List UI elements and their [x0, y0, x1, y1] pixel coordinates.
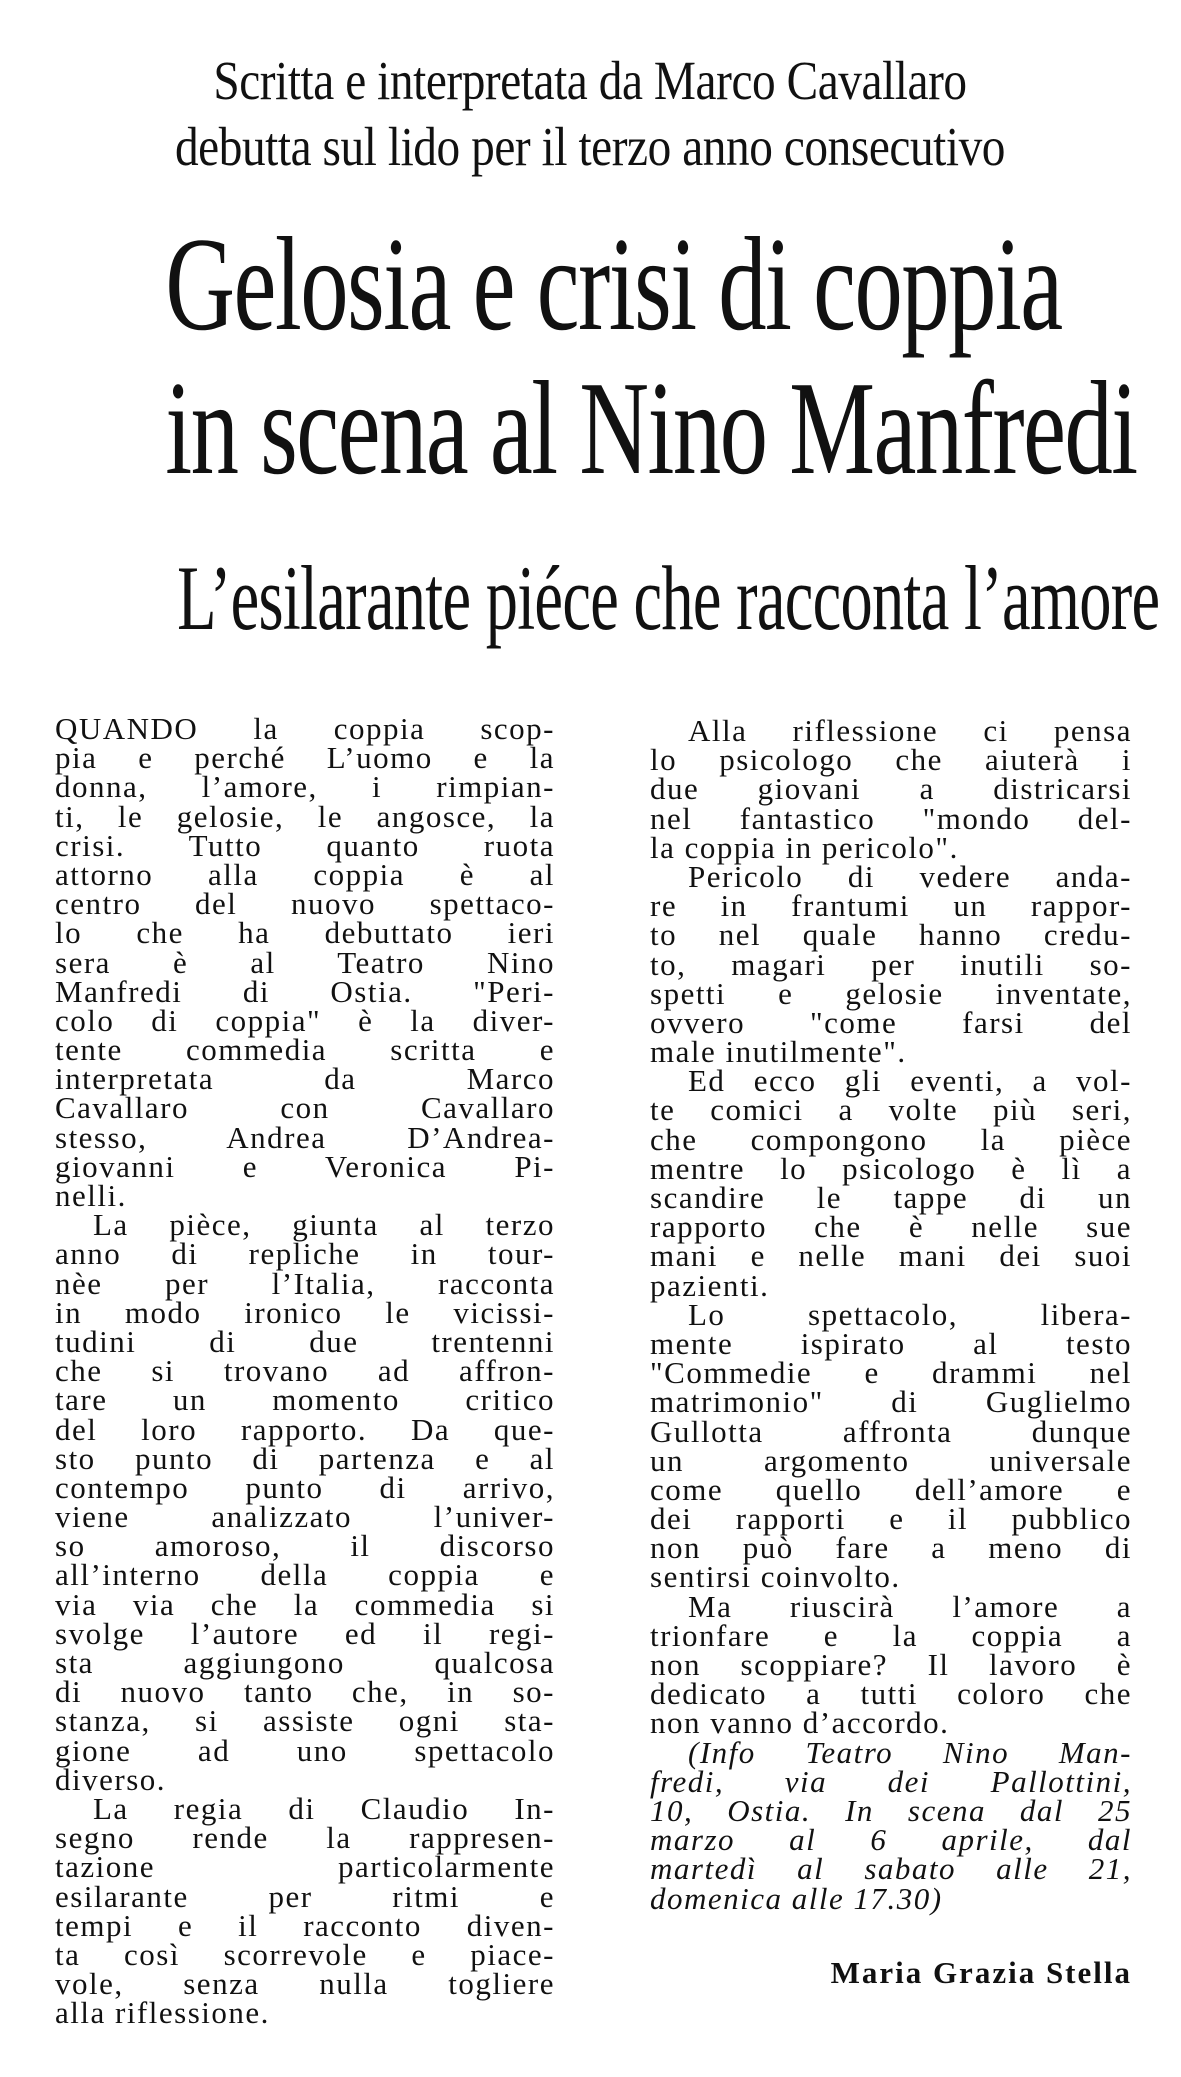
text-line: nèe per l’Italia, racconta: [55, 1265, 555, 1301]
text-line: mente ispirato al testo: [650, 1325, 1132, 1361]
text-line: lo psicologo che aiuterà i: [650, 742, 1132, 778]
text-line: pazienti.: [650, 1267, 770, 1303]
text-line: Cavallaro con Cavallaro: [55, 1090, 555, 1126]
text-line: colo di coppia" è la diver-: [55, 1002, 555, 1038]
text-line: domenica alle 17.30): [650, 1880, 943, 1916]
text-line: crisi. Tutto quanto ruota: [55, 827, 555, 863]
headline-line-1: Gelosia e crisi di coppia: [165, 210, 1062, 358]
kicker-line-2: debutta sul lido per il terzo anno consecutivo: [174, 116, 1006, 177]
text-line: tente commedia scritta e: [55, 1032, 555, 1068]
text-line: che compongono la pièce: [650, 1121, 1132, 1157]
text-line: (Info Teatro Nino Man-: [688, 1734, 1132, 1770]
text-line: to, magari per inutili so-: [650, 946, 1132, 982]
text-line: mentre lo psicologo è lì a: [650, 1150, 1132, 1186]
text-line: vole, senza nulla togliere: [55, 1966, 555, 2002]
text-line: Ed ecco gli eventi, a vol-: [688, 1063, 1132, 1099]
text-line: di nuovo tanto che, in so-: [55, 1674, 555, 1710]
text-line: interpretata da Marco: [55, 1061, 555, 1097]
text-line: svolge l’autore ed il regi-: [55, 1615, 555, 1651]
text-line: che si trovano ad affron-: [55, 1353, 555, 1389]
text-line: martedì al sabato alle 21,: [650, 1851, 1132, 1887]
text-line: Alla riflessione ci pensa: [688, 713, 1132, 748]
text-line: attorno alla coppia è al: [55, 856, 555, 892]
text-line: tazione particolarmente: [55, 1849, 555, 1885]
text-line: scandire le tappe di un: [650, 1180, 1132, 1215]
kicker: [117, 48, 1063, 180]
text-line: la coppia in pericolo".: [650, 829, 959, 865]
text-line: La regia di Claudio In-: [93, 1790, 555, 1826]
text-line: re in frantumi un rappor-: [650, 888, 1132, 924]
text-line: stanza, si assiste ogni sta-: [55, 1703, 555, 1739]
text-line: nel fantastico "mondo del-: [650, 800, 1132, 836]
text-line: del loro rapporto. Da que-: [55, 1411, 555, 1447]
text-line: sto punto di partenza e al: [55, 1440, 555, 1476]
text-line: 10, Ostia. In scena dal 25: [650, 1792, 1132, 1828]
text-line: non scoppiare? Il lavoro è: [650, 1647, 1132, 1682]
text-line: all’interno della coppia e: [55, 1557, 555, 1593]
text-line: ti, le gelosie, le angosce, la: [55, 798, 555, 834]
text-line: sentirsi coinvolto.: [650, 1559, 901, 1595]
text-line: ovvero "come farsi del: [650, 1004, 1132, 1040]
subheadline: L’esilarante piéce che racconta l’amore: [177, 547, 1160, 649]
text-line: in modo ironico le vicissi-: [55, 1294, 555, 1330]
text-line: tudini di due trentenni: [55, 1323, 555, 1359]
text-line: Ma riuscirà l’amore a: [688, 1588, 1132, 1624]
text-line: dedicato a tutti coloro che: [650, 1676, 1132, 1712]
text-line: sta aggiungono qualcosa: [55, 1645, 555, 1680]
text-line: to nel quale hanno credu-: [650, 917, 1132, 953]
text-line: spetti e gelosie inventate,: [650, 975, 1132, 1011]
text-line: Lo spettacolo, libera-: [688, 1296, 1132, 1332]
text-line: via via che la commedia si: [55, 1586, 555, 1622]
headline: [165, 210, 1137, 502]
text-line: Pericolo di vedere anda-: [688, 858, 1132, 894]
text-line: contempo punto di arrivo,: [55, 1469, 555, 1505]
text-line: matrimonio" di Guglielmo: [650, 1384, 1132, 1420]
article-column-right: [650, 713, 1132, 1916]
text-line: giovanni e Veronica Pi-: [55, 1148, 555, 1184]
text-line: La pièce, giunta al terzo: [93, 1207, 555, 1243]
text-line: tare un momento critico: [55, 1382, 555, 1418]
text-line: alla riflessione.: [55, 1995, 270, 2031]
text-line: anno di repliche in tour-: [55, 1236, 555, 1272]
text-line: so amoroso, il discorso: [55, 1528, 555, 1564]
text-line: te comici a volte più seri,: [650, 1092, 1132, 1128]
text-line: sera è al Teatro Nino: [55, 944, 555, 980]
text-line: lo che ha debuttato ieri: [55, 915, 555, 951]
text-line: "Commedie e drammi nel: [650, 1355, 1132, 1391]
byline: Maria Grazia Stella: [830, 1955, 1132, 1990]
text-line: viene analizzato l’univer-: [55, 1499, 555, 1535]
text-line: stesso, Andrea D’Andrea-: [55, 1119, 555, 1155]
text-line: non vanno d’accordo.: [650, 1705, 950, 1741]
article-column-left: [55, 711, 555, 2031]
text-line: come quello dell’amore e: [650, 1471, 1132, 1507]
text-line: male inutilmente".: [650, 1034, 907, 1070]
text-line: diverso.: [55, 1761, 167, 1797]
text-line: mani e nelle mani dei suoi: [650, 1238, 1132, 1274]
kicker-line-1: Scritta e interpretata da Marco Cavallaro: [213, 50, 967, 111]
text-line: tempi e il racconto diven-: [55, 1907, 555, 1943]
text-line: ta così scorrevole e piace-: [55, 1936, 555, 1972]
text-line: rapporto che è nelle sue: [650, 1209, 1132, 1245]
text-line: trionfare e la coppia a: [650, 1617, 1132, 1653]
headline-line-2: in scena al Nino Manfredi: [165, 354, 1137, 502]
text-line: un argomento universale: [650, 1442, 1132, 1478]
text-line: fredi, via dei Pallottini,: [650, 1763, 1132, 1799]
text-line: due giovani a districarsi: [650, 771, 1132, 807]
text-line: pia e perché L’uomo e la: [55, 740, 555, 776]
text-line: dei rapporti e il pubblico: [650, 1501, 1132, 1537]
text-line: esilarante per ritmi e: [55, 1878, 555, 1914]
text-line: QUANDO la coppia scop-: [55, 711, 555, 746]
text-line: marzo al 6 aprile, dal: [650, 1822, 1132, 1858]
text-line: centro del nuovo spettaco-: [55, 886, 555, 922]
text-line: Gullotta affronta dunque: [650, 1413, 1132, 1449]
text-line: segno rende la rappresen-: [55, 1820, 555, 1856]
text-line: non può fare a meno di: [650, 1530, 1132, 1566]
text-line: donna, l’amore, i rimpian-: [55, 769, 555, 805]
text-line: Manfredi di Ostia. "Peri-: [55, 973, 555, 1009]
text-line: gione ad uno spettacolo: [55, 1732, 555, 1768]
text-line: nelli.: [55, 1178, 127, 1213]
